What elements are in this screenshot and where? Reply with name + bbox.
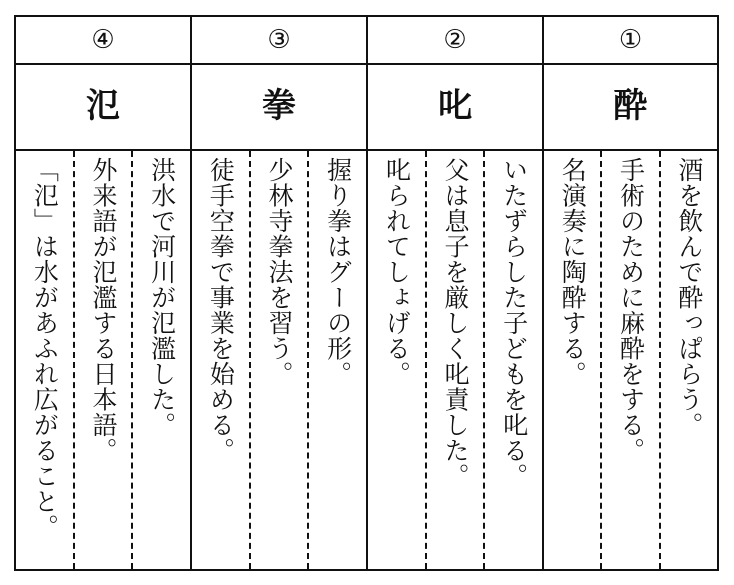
kanji-character: 拳 [262, 86, 296, 126]
sentence-line [368, 151, 427, 569]
kanji-cell [368, 63, 542, 151]
sentence-line [544, 151, 602, 569]
kanji-character: 氾 [86, 86, 120, 126]
kanji-cell [544, 63, 717, 151]
sentence-line [485, 151, 542, 569]
kanji-character: 叱 [438, 86, 472, 126]
example-sentence: 少林寺拳法を習う。 [265, 157, 294, 387]
example-sentences [368, 151, 542, 569]
example-sentence: 父は息子を厳しく叱責した。 [441, 157, 470, 489]
kanji-column-1 [542, 17, 717, 569]
example-sentences [16, 151, 190, 569]
example-sentence: 名演奏に陶酔する。 [558, 157, 588, 387]
example-sentence: いたずらした子どもを叱る。 [499, 157, 529, 489]
number-cell [192, 17, 366, 65]
example-sentence: 握り拳はグーの形。 [323, 157, 353, 387]
example-sentence: 外来語が氾濫する日本語。 [89, 157, 118, 463]
sentence-line [309, 151, 366, 569]
example-sentences [544, 151, 717, 569]
sentence-line [602, 151, 660, 569]
kanji-character: 酔 [613, 86, 648, 126]
column-number: ① [618, 25, 643, 55]
number-cell [544, 17, 717, 65]
example-sentence: 叱られてしょげる。 [382, 157, 412, 387]
example-sentence: 酒を飲んで酔っぱらう。 [674, 157, 704, 438]
kanji-cell [192, 63, 366, 151]
example-sentence: 「氾」は水があふれ広がること。 [30, 157, 60, 540]
sentence-line [427, 151, 486, 569]
number-cell [16, 17, 190, 65]
column-number: ③ [267, 25, 291, 55]
sentence-line [133, 151, 190, 569]
kanji-cell [16, 63, 190, 151]
sentence-line [192, 151, 251, 569]
number-cell [368, 17, 542, 65]
kanji-column-2 [366, 17, 542, 569]
sentence-line [661, 151, 717, 569]
example-sentence: 手術のために麻酔をする。 [616, 157, 646, 463]
example-sentence: 徒手空拳で事業を始める。 [206, 157, 236, 463]
column-number: ④ [91, 25, 115, 55]
kanji-column-3 [190, 17, 366, 569]
example-sentence: 洪水で河川が氾濫した。 [147, 157, 177, 438]
sentence-line [16, 151, 75, 569]
kanji-column-4 [16, 17, 190, 569]
kanji-practice-table [14, 15, 719, 571]
sentence-line [251, 151, 310, 569]
sentence-line [75, 151, 134, 569]
column-number: ② [443, 25, 467, 55]
example-sentences [192, 151, 366, 569]
